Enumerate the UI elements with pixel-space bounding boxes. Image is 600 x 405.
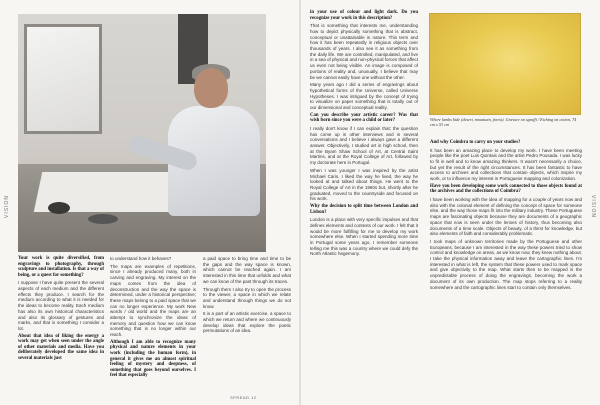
interview-paragraph: to understand how it behaves?: [110, 256, 172, 261]
page-gutter: [299, 0, 301, 405]
photo-tools-2: [88, 214, 118, 224]
photo-tools: [48, 202, 70, 214]
interview-paragraph: I really don't know if I can explain that; the question has come up in other interviews and in several conversations and I believe I always gave a different answer. Objectively, I studied art in high school, then at the Byam Shaw School of Art, at Central Saint Martins, and at the Royal College of Art, followed by my doctorate here in Portugal.: [310, 125, 418, 166]
interview-paragraph: Through them I also try to open the process to the viewer, a space in which we relate and understand through things we do not know.: [203, 286, 291, 309]
interview-paragraph: I suppose I have quite present the several aspects of each medium and the different effects they produce. I search for the medium according to what it is needed for the ideas to become reality. Each medium has also its own historical characteristics and also its glossary of gestures and marks, and that is something I consider a lot.: [18, 280, 104, 331]
photo-window: [24, 24, 102, 134]
photo-artist-head: [194, 68, 228, 108]
interview-paragraph: It has been an amazing place to develop my work. I have been meeting people like the poet Luis Quintais and the artist Pedro Pousada. I was lucky to fit in well and to know amazing thinkers. It wasn't necessarily a choice, but yet the result of the right circumstances. It has been fantastic to have access to archives and collections that contain objects, which inspire my work, or to influence my interest in Portuguese mapping and colonization.: [430, 147, 582, 182]
folio-left: VISION: [4, 195, 10, 218]
text-column-4: [310, 10, 418, 259]
page-number: SPREAD 12: [230, 395, 257, 400]
interview-question: Have you been developing some work connected to those objects found at the archives and the collections of Coimbra?: [430, 183, 582, 195]
interview-question: Although I am able to recognize many physical and nature elements in your work (including the human form), in general it gives me an almost spiritual feeling of mystery and deepness, of something that goes beyond ourselves. I feel that especially: [110, 339, 196, 379]
artwork-image: [430, 14, 580, 114]
interview-paragraph: The maps are examples of repetitions, since I already produced many, both in carving and engraving. My interest on the maps comes from the idea of deconstruction and the way the space is determined, under a historical perspective; these maps belong to a paid space that we can no longer experience. My work New words / old world and the maps are an attempt to synchronize the ideas of memory and question how we can know something that is no longer within our reach.: [110, 263, 196, 338]
interview-question: About that idea of liking the energy a work may get when seen under the angle of other materials and media. Have you deliberately developed the same idea in several materials just: [18, 333, 104, 362]
text-column-3: [203, 256, 291, 336]
interview-question: in your use of colour and light dark. Do you recognize your work in this description?: [310, 10, 418, 21]
interview-paragraph: I have been working with the idea of mapping for a couple of years now and also with the colonial element of defining the concept of space for someone else, and the way those maps fit into the military industry. These Portuguese maps are fascinating objects because they are documents of a geographic space that now is seen under the lenses of history, thus becoming also documents of a time scale. Objects of beauty, of a thirst for knowledge, but also elements of faith and considerably problematic.: [430, 197, 582, 237]
interview-question: And why Coimbra to carry on your studies?: [430, 140, 521, 145]
folio-right: VISION: [590, 195, 596, 218]
interview-question: Your work is quite diversified, from engravings to photography, through sculpture and installation. Is that a way of being, or a quest for something?: [18, 256, 105, 278]
artwork-caption: Where lambs hide (desert, mountain, forest). Gravure on sgraffi / Etching on cotton, 74 cm x 53 cm: [430, 117, 577, 127]
interview-paragraph: It is a part of an artistic exercise, a space to which we return and where we continuously develop ideas that explore the poetic permutations of an idea.: [203, 311, 291, 334]
interview-paragraph: a paid space to bring time and time to be the gaps and the way space is known, which cannot be reached again. I am interested in this time that unfolds and what we can know of the past through its traces.: [203, 256, 291, 284]
text-column-2: [110, 256, 196, 381]
interview-paragraph: Many years ago I did a series of engravings about hypothetical forms of the Universe, called Universe Hypotheses. I was intrigued by the concept of trying to visualize on paper something that is totally out of our dimensional and conceptual reality.: [310, 82, 418, 111]
text-column-1: [18, 256, 104, 364]
text-column-5: [430, 140, 582, 292]
interview-paragraph: London is a place with very specific impulses and that defines elements and contexts of our work. I felt that it would be more fulfilling for me to develop my work somewhere else. When I started spending more time in Portugal some years ago, I remember someone telling me this was a country where we could defy the North Atlantic hegemony.: [310, 217, 418, 257]
interview-question: Why the decision to split time between London and Lisbon?: [310, 204, 418, 215]
interview-paragraph: When I was younger I was inspired by the artist Michael Caris. I liked the way he lived, the way he looked at and talked about things. He went to the Royal College of Art in the 1960s but, shortly after he graduated, moved to the countryside and focused on his work.: [310, 167, 418, 202]
artist-studio-photo: [18, 14, 266, 252]
interview-question: Can you describe your artistic career? Was that wish born since you were a child or later?: [310, 112, 418, 124]
interview-paragraph: I took maps of unknown territories made by the Portuguese and other Europeans, because I am interested in the way these powers tried to show control and knowledge on areas, as we know now, they knew nothing about. I take the physical information away and leave the cartographic lines. I'm interested in what is left, the system that these powers used to mark space and give objectivity to the map. What starts then to be mapped is the unpredictable process of doing the engravings, becoming the work a document of its own production. The map stops referring to a reality somewhere and the cartographic lines start to contain only themselves.: [430, 238, 582, 290]
interview-paragraph: That is something that interests me, understanding how to depict physically something that is abstract, conceptual or unattainable in nature. This term and how it has been repeatedly in religious objects over thousands of years. I also see it as something from the daily life. We are controlled, manipulated, and live in a sea of physical and non-physical forces that affect us even not being visible. An image is composed of portions of reality and, unusually, I believe that may be we cannot easily have one without the other.: [310, 23, 418, 80]
